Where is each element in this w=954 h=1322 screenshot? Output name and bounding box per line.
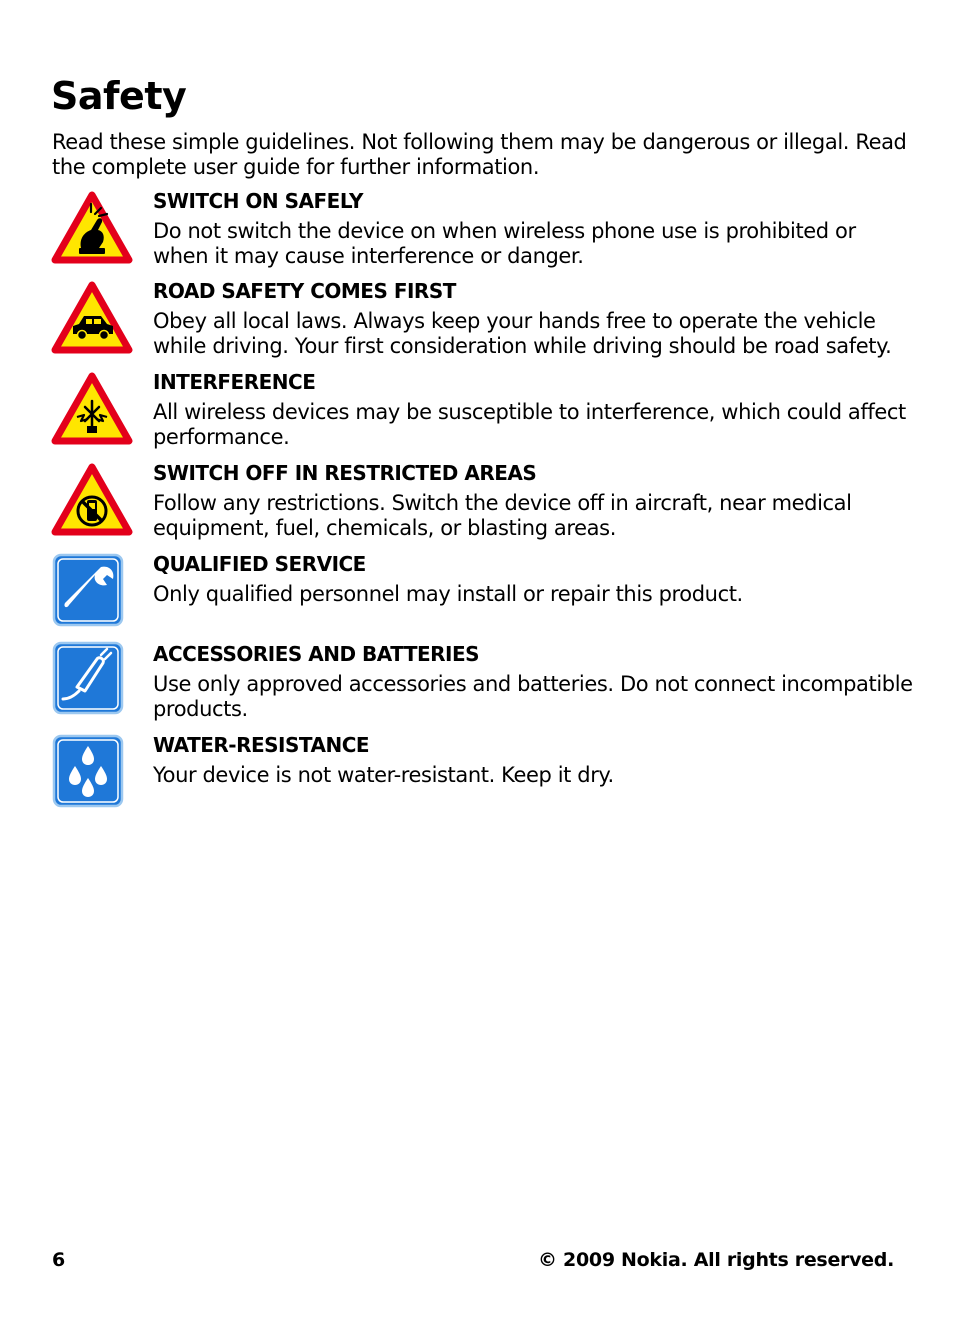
section-heading: SWITCH ON SAFELY — [153, 189, 363, 213]
section-heading: INTERFERENCE — [153, 370, 316, 394]
section-body: Follow any restrictions. Switch the device off in aircraft, near medical equipment, fuel, chemicals, or blasting areas. — [153, 491, 852, 540]
page-number: 6 — [52, 1249, 66, 1271]
section-body: Do not switch the device on when wireless phone use is prohibited or when it may cause interference or danger. — [153, 219, 856, 268]
page-title: Safety — [51, 74, 187, 118]
wrench-icon — [51, 553, 133, 629]
section-body: Obey all local laws. Always keep your hands free to operate the vehicle while driving. Your first consideration while driving should be road safety. — [153, 309, 892, 358]
plug-icon — [51, 641, 133, 717]
section-body: Your device is not water-resistant. Keep it dry. — [153, 763, 614, 787]
section-body: Use only approved accessories and batteries. Do not connect incompatible products. — [153, 672, 913, 721]
section-body: Only qualified personnel may install or repair this product. — [153, 582, 743, 606]
copyright-notice: © 2009 Nokia. All rights reserved. — [538, 1249, 894, 1271]
water-drops-icon — [51, 734, 133, 810]
section-body: All wireless devices may be susceptible to interference, which could affect performance. — [153, 400, 906, 449]
hand-switch-on-icon — [51, 190, 133, 266]
section-heading: WATER-RESISTANCE — [153, 733, 370, 757]
interference-icon — [51, 371, 133, 447]
section-heading: QUALIFIED SERVICE — [153, 552, 366, 576]
section-heading: ROAD SAFETY COMES FIRST — [153, 279, 456, 303]
section-heading: ACCESSORIES AND BATTERIES — [153, 642, 480, 666]
intro-text: Read these simple guidelines. Not following them may be dangerous or illegal. Read the complete user guide for further information. — [52, 130, 907, 179]
section-heading: SWITCH OFF IN RESTRICTED AREAS — [153, 461, 537, 485]
no-phone-icon — [51, 462, 133, 538]
car-icon — [51, 280, 133, 356]
